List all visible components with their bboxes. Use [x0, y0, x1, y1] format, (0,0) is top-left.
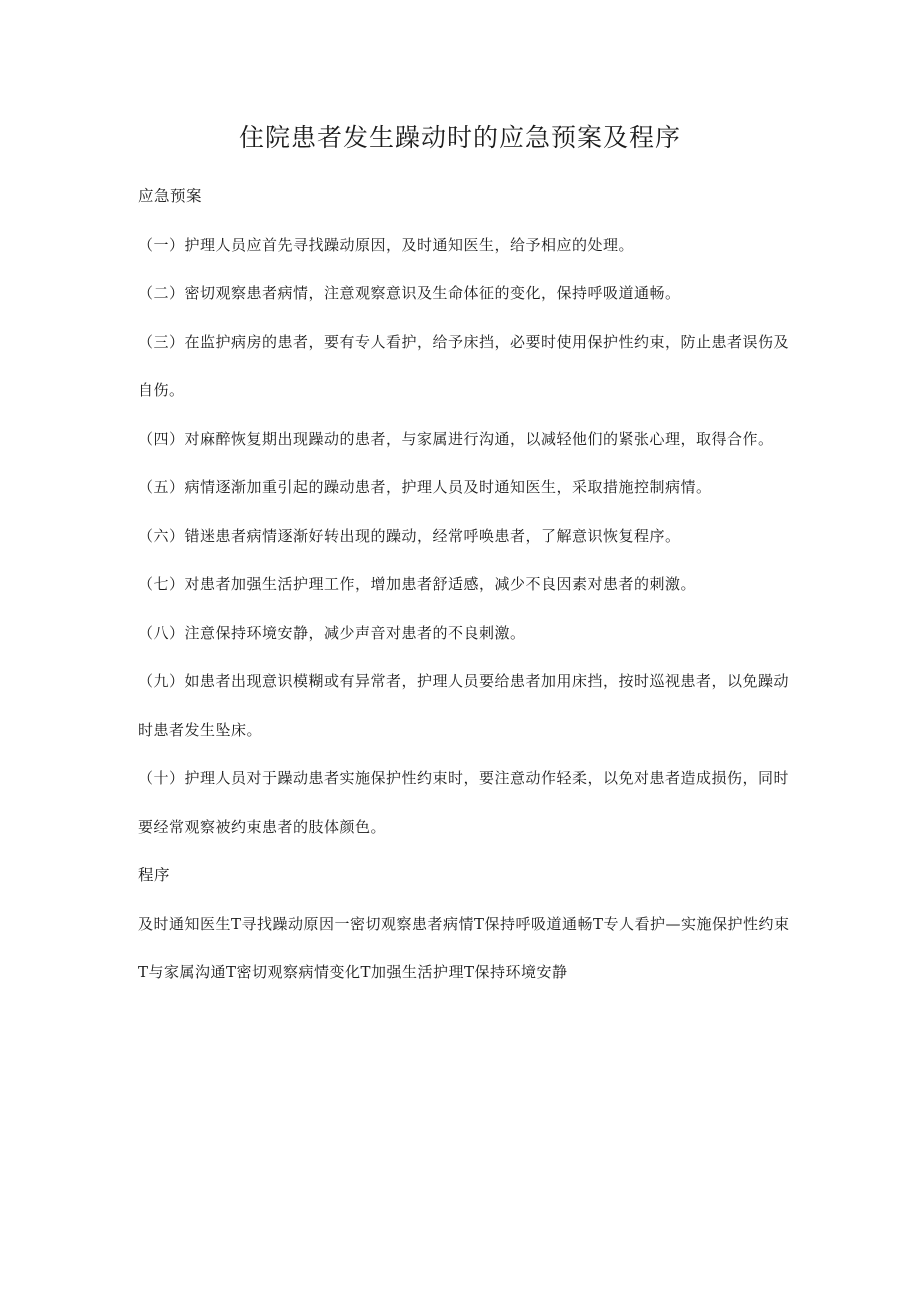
- plan-item-6: （六）错迷患者病情逐渐好转出现的躁动，经常呼唤患者，了解意识恢复程序。: [138, 526, 681, 545]
- plan-item-2: （二）密切观察患者病情，注意观察意识及生命体征的变化，保持呼吸道通畅。: [138, 284, 681, 302]
- plan-item-5: （五）病情逐渐加重引起的躁动患者，护理人员及时通知医生，采取措施控制病情。: [138, 478, 712, 496]
- procedure-text: 及时通知医生T寻找躁动原因一密切观察患者病情T保持呼吸道通畅T专人看护—实施保护性约束T与家属沟通T密切观察病情变化T加强生活护理T保持环境安静: [138, 914, 790, 981]
- plan-item-4: （四）对麻醉恢复期出现躁动的患者，与家属进行沟通，以减轻他们的紧张心理，取得合作。: [138, 429, 774, 448]
- plan-item-3: （三）在监护病房的患者，要有专人看护，给予床挡，必要时使用保护性约束，防止患者误伤及自伤。: [138, 332, 790, 399]
- section-heading-emergency-plan: 应急预案: [138, 187, 203, 205]
- plan-item-9: （九）如患者出现意识模糊或有异常者，护理人员要给患者加用床挡，按时巡视患者，以免躁动时患者发生坠床。: [138, 672, 790, 739]
- plan-item-1: （一）护理人员应首先寻找躁动原因，及时通知医生，给予相应的处理。: [138, 235, 635, 254]
- section-heading-procedure: 程序: [138, 866, 171, 884]
- plan-item-8: （八）注意保持环境安静，减少声音对患者的不良刺激。: [138, 623, 526, 642]
- plan-item-10: （十）护理人员对于躁动患者实施保护性约束时，要注意动作轻柔，以免对患者造成损伤，同时要经常观察被约束患者的肢体颜色。: [138, 769, 790, 836]
- plan-item-7: （七）对患者加强生活护理工作，增加患者舒适感，减少不良因素对患者的刺激。: [138, 575, 697, 593]
- document-body: [138, 172, 793, 997]
- document-title: 住院患者发生躁动时的应急预案及程序: [238, 123, 681, 152]
